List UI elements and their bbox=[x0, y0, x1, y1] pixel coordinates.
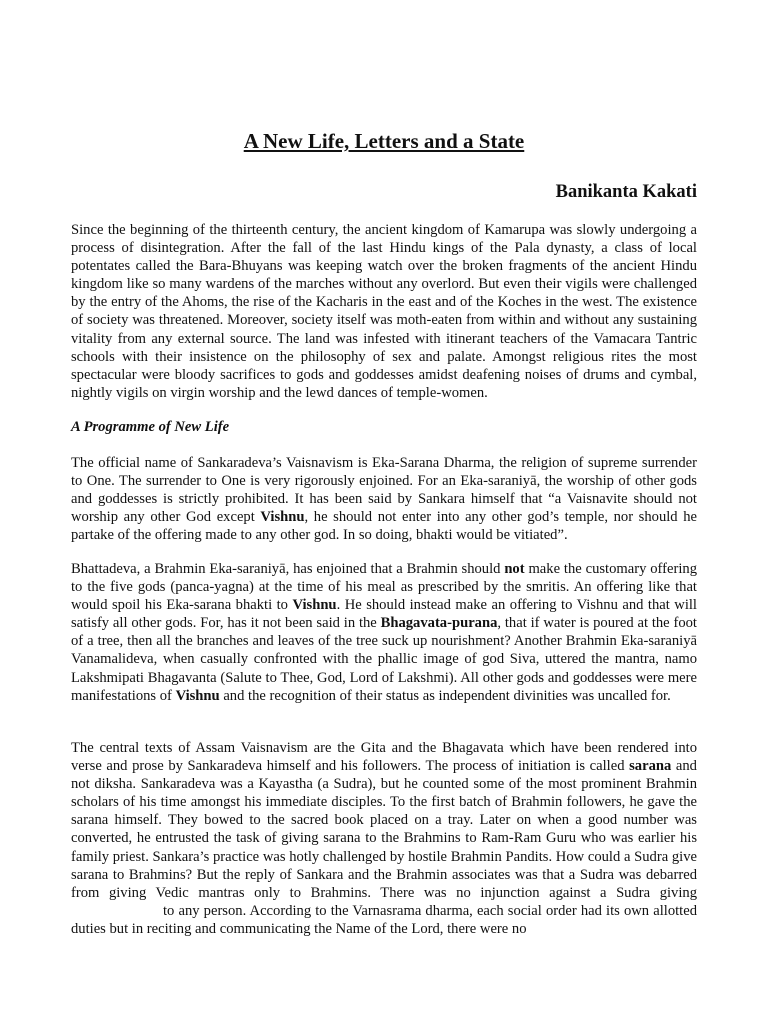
text-run: , that if water is poured at the foot of a tree, then all the branches and leaves of the tree suck up nourishment? Another Brahmin Eka-saraniyā Vanamalideva, when casually confronted with the phallic image of god Siva, uttered the mantra, namo Lakshmipati Bhagavanta (Salute to Thee, God, Lord of Lakshmi). All other gods and goddesses were mere manifestations of bbox=[71, 615, 697, 704]
text-run: and the recognition of their status as independent divinities was uncalled for. bbox=[219, 687, 671, 704]
document-title: A New Life, Letters and a State bbox=[243, 129, 525, 153]
paragraph-bhattadeva bbox=[71, 560, 697, 705]
bold-term: Bhagavata-purana bbox=[380, 615, 498, 632]
text-run: . He should instead make an offering to Vishnu and that will satisfy all other gods. For, has it not been said in the bbox=[71, 597, 697, 632]
paragraph-central-texts bbox=[71, 739, 697, 938]
author-name: Banikanta Kakati bbox=[555, 182, 697, 202]
bold-term: Vishnu bbox=[175, 687, 220, 704]
text-run: make the customary offering to the five gods (panca-yagna) at the time of his meal as prescribed by the smritis. An offering like that would spoil his Eka-sarana bhakti to bbox=[71, 561, 697, 614]
bold-term: Vishnu bbox=[260, 509, 305, 526]
text-run: to any person. According to the Varnasrama dharma, each social order had its own allotted duties but in reciting and communicating the Name of the Lord, there were no bbox=[71, 902, 697, 937]
text-run: Bhattadeva, a Brahmin Eka-saraniyā, has enjoined that a Brahmin should bbox=[71, 561, 505, 577]
bold-term: Vishnu bbox=[292, 597, 337, 614]
text-run: The official name of Sankaradeva’s Vaisnavism is Eka-Sarana Dharma, the religion of supreme surrender to One. The surrender to One is very rigorously enjoined. For an Eka-saraniyā, the worship of other gods and goddesses is strictly prohibited. It has been said by Sankara himself that “a Vaisnavite should not worship any other God except bbox=[71, 455, 697, 526]
bold-term: sarana bbox=[629, 758, 672, 775]
section-heading: A Programme of New Life bbox=[71, 419, 230, 435]
paragraph-eka-sarana bbox=[71, 454, 697, 544]
text-run: , he should not enter into any other god’s temple, nor should he partake of the offering made to any other god. In so doing, bhakti would be vitiated”. bbox=[71, 509, 697, 544]
paragraph-intro: Since the beginning of the thirteenth century, the ancient kingdom of Kamarupa was slowly undergoing a process of disintegration. After the fall of the last Hindu kings of the Pala dynasty, a class of local potentates called the Bara-Bhuyans was keeping watch over the broken fragments of the ancient Hindu kingdom like so many wardens of the marches without any overlord. But even their vigils were challenged by the entry of the Ahoms, the rise of the Kacharis in the east and of the Koches in the west. The existence of society was threatened. Moreover, society itself was moth-eaten from within and without any sustaining vitality from any external source. The land was infested with itinerant teachers of the Vamacara Tantric schools with their insistence on the philosophy of sex and palate. Amongst religious rites the most spectacular were bloody sacrifices to gods and goddesses amidst deafening noises of drums and cymbal, nightly vigils on virgin worship and the lewd dances of temple-women. bbox=[71, 222, 697, 401]
bold-term: not bbox=[504, 561, 525, 577]
text-run: The central texts of Assam Vaisnavism are the Gita and the Bhagavata which have been rendered into verse and prose by Sankaradeva himself and his followers. The process of initiation is called bbox=[71, 740, 697, 775]
text-run: and not diksha. Sankaradeva was a Kayastha (a Sudra), but he counted some of the most prominent Brahmin scholars of his time amongst his immediate disciples. To the first batch of Brahmin followers, he gave the sarana himself. They bowed to the sacred book placed on a tray. Later on when a good number was converted, he entrusted the task of giving sarana to the Brahmins to Ram-Ram Guru who was earlier his family priest. Sankara’s practice was hotly challenged by hostile Brahmin Pandits. How could a Sudra give sarana to Brahmins? But the reply of Sankara and the Brahmin associates was that a Sudra was debarred from giving Vedic mantras only to Brahmins. There was no injunction against a Sudra giving bbox=[71, 758, 697, 901]
